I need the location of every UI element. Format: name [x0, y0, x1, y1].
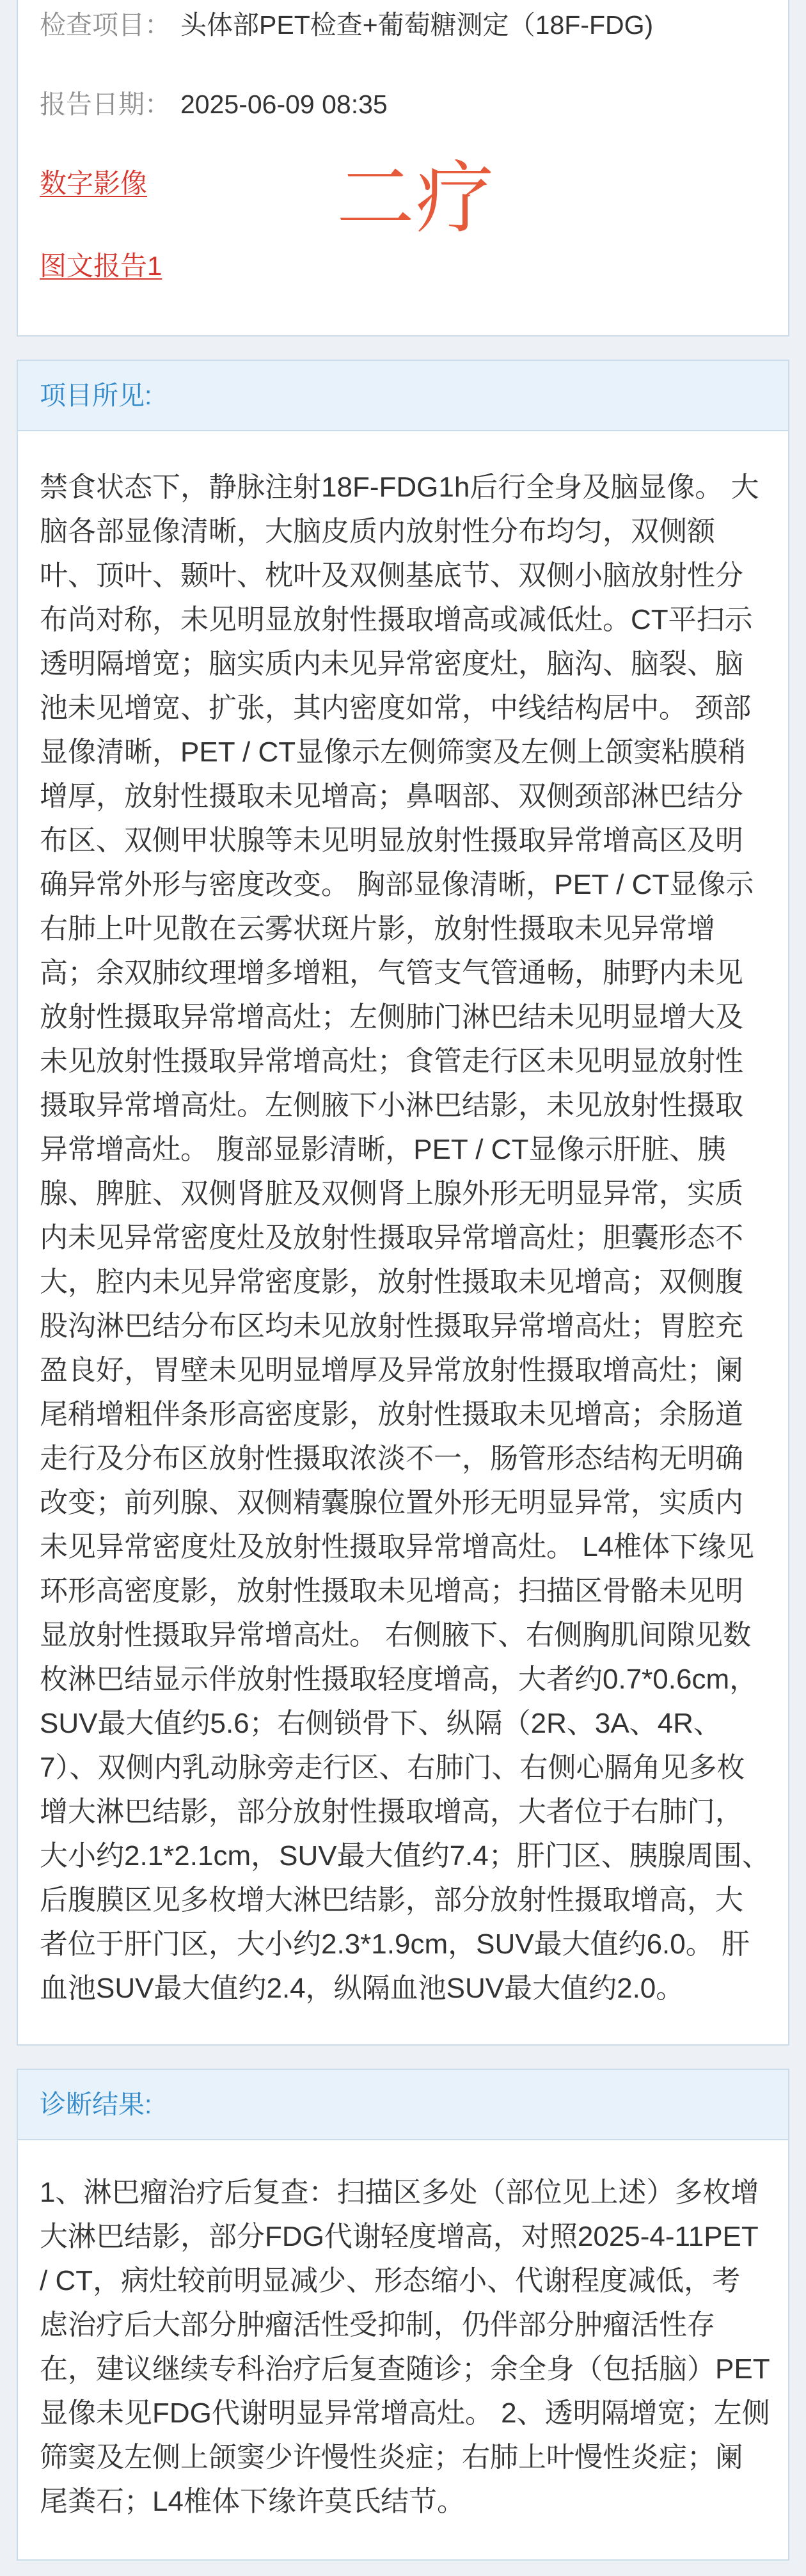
diagnosis-line: 虑治疗后大部分肿瘤活性受抑制，仍伴部分肿瘤活性存	[40, 2309, 715, 2341]
findings-line: 禁食状态下，静脉注射18F-FDG1h后行全身及脑显像。 大	[40, 472, 759, 503]
findings-line: 叶、顶叶、颞叶、枕叶及双侧基底节、双侧小脑放射性分	[40, 560, 743, 591]
diagnosis-line: 显像未见FDG代谢明显异常增高灶。 2、透明隔增宽；左侧	[40, 2397, 770, 2429]
diagnosis-header	[18, 2070, 788, 2140]
report-date-value: 2025-06-09 08:35	[180, 90, 388, 119]
findings-line: 高；余双肺纹理增多增粗，气管支气管通畅，肺野内未见	[40, 957, 743, 989]
findings-line: 股沟淋巴结分布区均未见放射性摄取异常增高灶；胃腔充	[40, 1310, 743, 1342]
findings-card	[17, 360, 789, 2046]
findings-line: 环形高密度影，放射性摄取未见增高；扫描区骨骼未见明	[40, 1575, 743, 1607]
diagnosis-line: 大淋巴结影，部分FDG代谢轻度增高，对照2025-4-11PET	[40, 2221, 759, 2252]
report-info-card	[17, 0, 789, 337]
findings-line: 增大淋巴结影，部分放射性摄取增高，大者位于右肺门，	[40, 1796, 743, 1827]
digital-image-link[interactable]: 数字影像	[40, 168, 148, 198]
diagnosis-line: 尾粪石；L4椎体下缘许莫氏结节。	[40, 2486, 465, 2517]
findings-line: 显放射性摄取异常增高灶。 右侧腋下、右侧胸肌间隙见数	[40, 1619, 752, 1651]
diagnosis-line: 筛窦及左侧上颌窦少许慢性炎症；右肺上叶慢性炎症；阑	[40, 2442, 743, 2473]
findings-line: 枚淋巴结显示伴放射性摄取轻度增高，大者约0.7*0.6cm，	[40, 1664, 758, 1695]
diagnosis-body	[18, 2140, 788, 2559]
findings-line: 未见异常密度灶及放射性摄取异常增高灶。 L4椎体下缘见	[40, 1531, 755, 1562]
findings-line: SUV最大值约5.6；右侧锁骨下、纵隔（2R、3A、4R、	[40, 1708, 722, 1739]
findings-header	[18, 361, 788, 431]
findings-line: 异常增高灶。 腹部显影清晰，PET / CT显像示肝脏、胰	[40, 1134, 726, 1165]
graphic-report-link[interactable]: 图文报告1	[40, 251, 162, 281]
findings-line: 尾稍增粗伴条形高密度影，放射性摄取未见增高；余肠道	[40, 1399, 743, 1430]
diagnosis-line: 1、淋巴瘤治疗后复查：扫描区多处（部位见上述）多枚增	[40, 2177, 759, 2208]
findings-line: 血池SUV最大值约2.4，纵隔血池SUV最大值约2.0。	[40, 1973, 684, 2004]
findings-line: 布尚对称，未见明显放射性摄取增高或减低灶。CT平扫示	[40, 604, 753, 635]
findings-line: 摄取异常增高灶。左侧腋下小淋巴结影，未见放射性摄取	[40, 1090, 743, 1121]
findings-line: 布区、双侧甲状腺等未见明显放射性摄取异常增高区及明	[40, 825, 743, 856]
report-date-row	[40, 85, 388, 123]
findings-line: 大，腔内未见异常密度影，放射性摄取未见增高；双侧腹	[40, 1266, 743, 1298]
findings-line: 右肺上叶见散在云雾状斑片影，放射性摄取未见异常增	[40, 913, 715, 944]
diagnosis-line: 在，建议继续专科治疗后复查随诊；余全身（包括脑）PET	[40, 2353, 770, 2385]
diagnosis-line: / CT，病灶较前明显减少、形态缩小、代谢程度减低，考	[40, 2265, 741, 2296]
findings-line: 走行及分布区放射性摄取浓淡不一，肠管形态结构无明确	[40, 1443, 743, 1474]
findings-line: 未见放射性摄取异常增高灶；食管走行区未见明显放射性	[40, 1046, 743, 1077]
findings-line: 显像清晰，PET / CT显像示左侧筛窦及左侧上颌窦粘膜稍	[40, 736, 747, 768]
findings-line: 改变；前列腺、双侧精囊腺位置外形无明显异常，实质内	[40, 1487, 743, 1518]
findings-line: 7）、双侧内乳动脉旁走行区、右肺门、右侧心膈角见多枚	[40, 1752, 745, 1783]
diagnosis-card	[17, 2069, 789, 2561]
findings-title: 项目所见:	[40, 381, 152, 410]
findings-line: 盈良好，胃壁未见明显增厚及异常放射性摄取增高灶；阑	[40, 1355, 743, 1386]
findings-line: 内未见异常密度灶及放射性摄取异常增高灶；胆囊形态不	[40, 1222, 743, 1253]
findings-line: 放射性摄取异常增高灶；左侧肺门淋巴结未见明显增大及	[40, 1001, 743, 1033]
findings-body	[18, 431, 788, 2044]
findings-line: 确异常外形与密度改变。 胸部显像清晰，PET / CT显像示	[40, 869, 754, 900]
annotation-text: 二疗	[336, 155, 495, 242]
findings-line: 池未见增宽、扩张，其内密度如常，中线结构居中。 颈部	[40, 692, 752, 724]
findings-line: 大小约2.1*2.1cm，SUV最大值约7.4；肝门区、胰腺周围、	[40, 1840, 770, 1872]
findings-line: 脑各部显像清晰，大脑皮质内放射性分布均匀，双侧额	[40, 516, 715, 547]
exam-item-label: 检查项目：	[40, 10, 171, 40]
exam-item-row	[40, 6, 653, 44]
findings-line: 腺、脾脏、双侧肾脏及双侧肾上腺外形无明显异常，实质	[40, 1178, 743, 1209]
findings-line: 者位于肝门区，大小约2.3*1.9cm，SUV最大值约6.0。 肝	[40, 1928, 750, 1960]
diagnosis-title: 诊断结果:	[40, 2090, 152, 2119]
exam-item-value: 头体部PET检查+葡萄糖测定（18F-FDG)	[180, 10, 654, 40]
findings-line: 增厚，放射性摄取未见增高；鼻咽部、双侧颈部淋巴结分	[40, 781, 743, 812]
findings-line: 透明隔增宽；脑实质内未见异常密度灶，脑沟、脑裂、脑	[40, 648, 743, 680]
report-date-label: 报告日期：	[40, 90, 171, 119]
findings-line: 后腹膜区见多枚增大淋巴结影，部分放射性摄取增高，大	[40, 1884, 743, 1916]
